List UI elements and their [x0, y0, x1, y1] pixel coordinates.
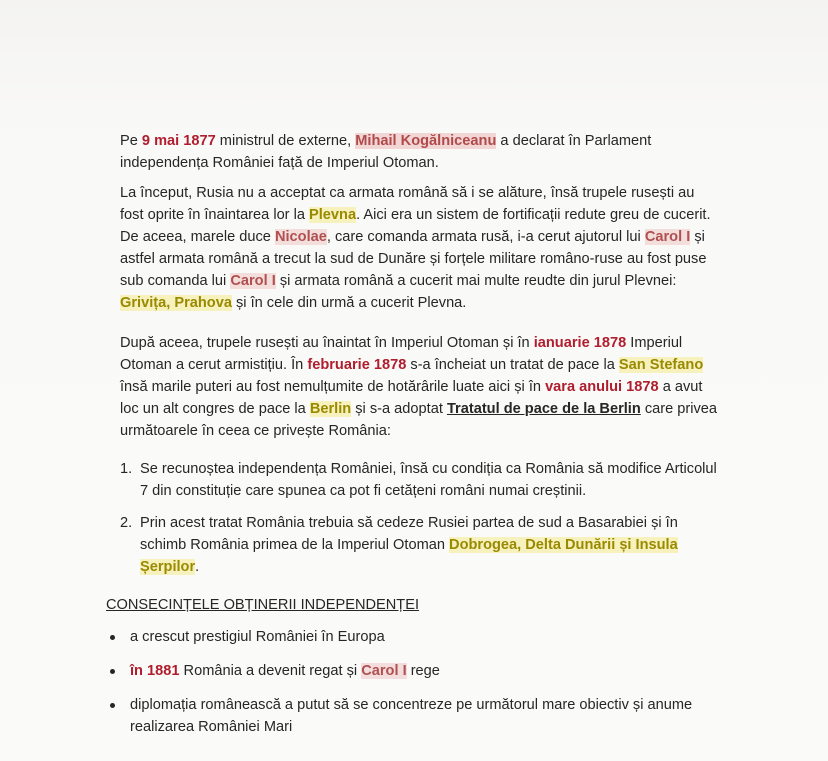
place-highlight: San Stefano — [618, 357, 704, 373]
date-highlight: februarie 1878 — [307, 357, 407, 373]
name-highlight: Carol I — [361, 663, 407, 679]
name-highlight: Nicolae — [274, 229, 327, 245]
list-item: 2. Prin acest tratat România trebuia să cedeze Rusiei partea de sud a Basarabiei și în schimb România primea de la Imperiul Otoman Dobrogea, Delta Dunării și Insula Șerpilor. — [120, 515, 678, 575]
paragraph-plevna: La început, Rusia nu a acceptat ca armata română să i se alăture, însă trupele rusești au fost oprite în înaintarea lor la Plevna. Aici era un sistem de fortificații redute greu de cucerit. De aceea, marele duce Nicolae, care comanda armata rusă, i-a cerut ajutorul lui Carol I și astfel armata română a trecut la sud de Dunăre și forțele militare româno-ruse au fost puse sub comanda lui Carol I și armata română a cucerit mai multe reudte din jurul Plevnei: Grivița, Prahova și în cele din urmă a cucerit Plevna. — [120, 185, 711, 311]
section-heading: CONSECINȚELE OBȚINERII INDEPENDENȚEI — [106, 597, 420, 613]
treaty-underlined: Tratatul de pace de la Berlin — [446, 401, 641, 417]
consequences-section — [106, 594, 716, 738]
date-highlight: 9 mai 1877 — [141, 133, 216, 149]
paragraph-treaties: După aceea, trupele rusești au înaintat în Imperiul Otoman și în ianuarie 1878 Imperiul Otoman a cerut armistițiu. În februarie 1878 s-a încheiat un tratat de pace la San Stefano însă marile puteri au fost nemulțumite de hotărârile luate aici și în vara anului 1878 a avut loc un alt congres de pace la Berlin și s-a adoptat Tratatul de pace de la Berlin care privea următoarele în ceea ce privește România: — [120, 335, 718, 439]
date-highlight: vara anului 1878 — [545, 379, 659, 395]
place-highlight: Grivița, Prahova — [120, 295, 232, 311]
bullet-icon — [110, 669, 115, 674]
name-highlight: Mihail Kogălniceanu — [355, 133, 497, 149]
list-item: 1. Se recunoștea independența României, însă cu condiția ca România să modifice Articolul 7 din constituție care spunea ca pot fi cetățeni români numai creștinii. — [120, 461, 717, 499]
name-highlight: Carol I — [230, 273, 276, 289]
place-highlight: Plevna — [309, 207, 357, 223]
paragraph-declaration: Pe 9 mai 1877 ministrul de externe, Mihail Kogălniceanu a declarat în Parlament independența României față de Imperiul Otoman. — [120, 133, 652, 171]
name-highlight: Carol I — [644, 229, 691, 245]
bullet-icon — [110, 703, 115, 708]
date-highlight: ianuarie 1878 — [533, 335, 627, 351]
list-item: în 1881 România a devenit regat și Carol I rege — [106, 660, 716, 682]
list-item: diplomația românească a putut să se concentreze pe următorul mare obiectiv și anume realizarea României Mari — [106, 694, 716, 738]
date-highlight: în 1881 — [130, 663, 180, 679]
list-item: a crescut prestigiul României în Europa — [106, 626, 716, 648]
place-highlight: Dobrogea, Delta Dunării și Insula Șerpilor — [140, 537, 678, 575]
place-highlight: Berlin — [309, 401, 352, 417]
bullet-icon — [110, 635, 115, 640]
numbered-list — [120, 458, 720, 578]
